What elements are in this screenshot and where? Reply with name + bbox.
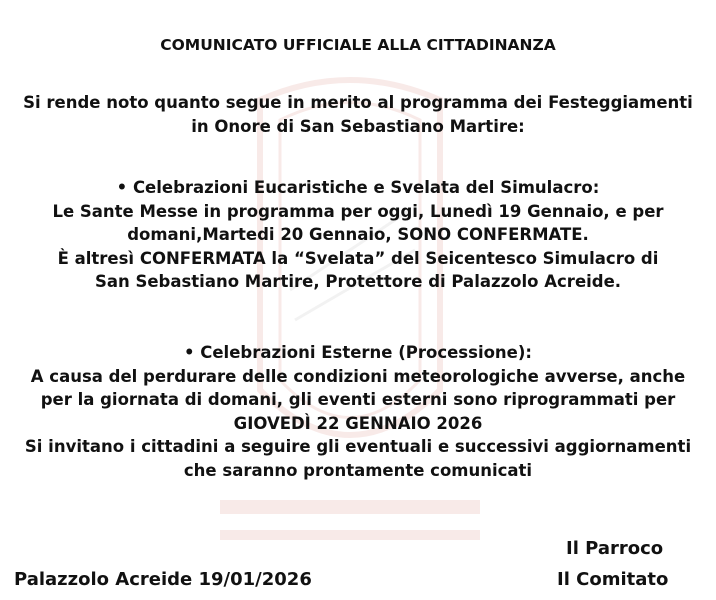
- notice-title: COMUNICATO UFFICIALE ALLA CITTADINANZA: [160, 36, 556, 54]
- intro-paragraph: [0, 91, 716, 138]
- intro-line: Si rende noto quanto segue in merito al programma dei Festeggiamenti: [23, 93, 693, 112]
- esterne-heading: • Celebrazioni Esterne (Processione):: [183, 343, 533, 362]
- signature-comitato: Il Comitato: [557, 569, 669, 590]
- esterne-line: che saranno prontamente comunicati: [183, 460, 533, 480]
- place-date: Palazzolo Acreide 19/01/2026: [14, 569, 312, 590]
- esterne-line: per la giornata di domani, gli eventi esterni sono riprogrammati per: [40, 390, 676, 409]
- intro-line: in Onore di San Sebastiano Martire:: [191, 116, 525, 136]
- esterne-line: Si invitano i cittadini a seguire gli eventuali e successivi aggiornamenti: [24, 437, 692, 456]
- eucaristiche-line: San Sebastiano Martire, Protettore di Palazzolo Acreide.: [94, 272, 622, 291]
- eucaristiche-line: È altresì CONFERMATA la “Svelata” del Seicentesco Simulacro di: [57, 248, 659, 268]
- esterne-date: GIOVEDÌ 22 GENNAIO 2026: [233, 413, 483, 433]
- eucaristiche-heading: • Celebrazioni Eucaristiche e Svelata del Simulacro:: [116, 178, 600, 197]
- esterne-paragraph: [0, 341, 716, 482]
- eucaristiche-paragraph: [0, 176, 716, 294]
- signature-parroco: Il Parroco: [566, 538, 664, 559]
- esterne-line: A causa del perdurare delle condizioni meteorologiche avverse, anche: [30, 366, 686, 386]
- eucaristiche-line: Le Sante Messe in programma per oggi, Lunedì 19 Gennaio, e per: [52, 201, 664, 221]
- eucaristiche-line: domani,Martedi 20 Gennaio, SONO CONFERMATE.: [127, 225, 589, 244]
